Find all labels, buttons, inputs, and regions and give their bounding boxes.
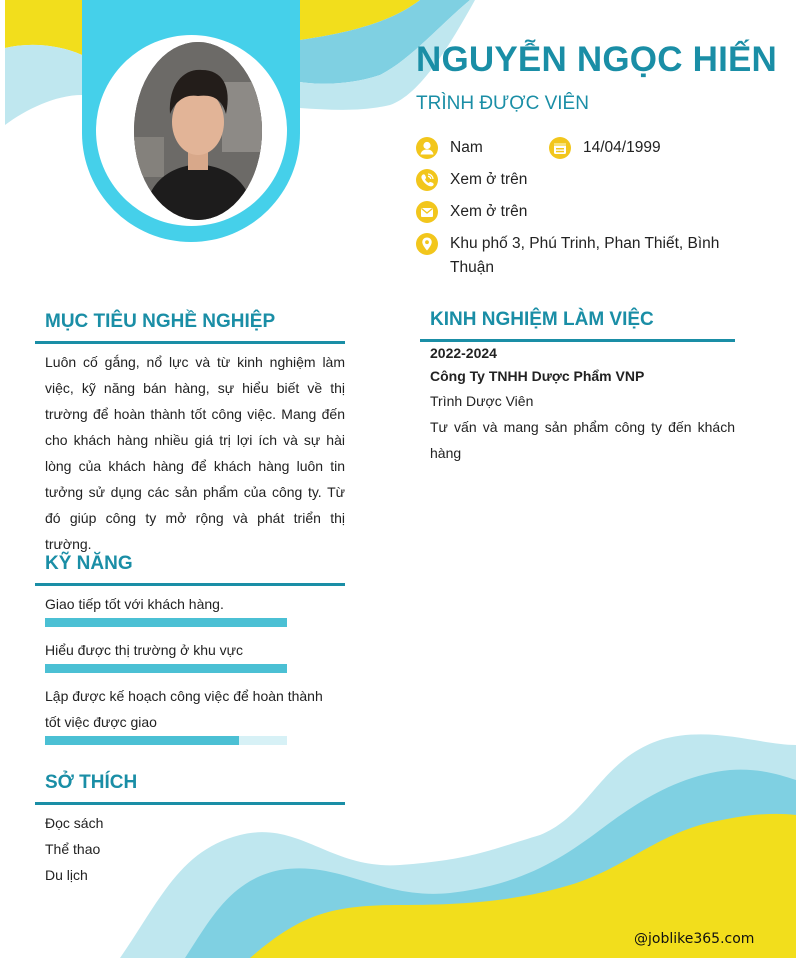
birthdate-row (549, 136, 749, 160)
mail-icon (416, 201, 438, 223)
skill-label: Lập được kế hoạch công việc để hoàn thành tốt việc được giao (45, 688, 323, 730)
experience-header (420, 308, 735, 342)
hobbies-heading: SỞ THÍCH (45, 772, 138, 793)
calendar-icon (549, 137, 571, 159)
experience-description: Tư vấn và mang sản phẩm công ty đến khách hàng (430, 419, 735, 461)
hobby-item: Du lịch (45, 867, 88, 883)
user-icon (416, 137, 438, 159)
profile-photo (134, 42, 262, 220)
candidate-title: TRÌNH ĐƯỢC VIÊN (416, 93, 589, 114)
footer-watermark: @joblike365.com (634, 931, 755, 947)
skill-bar-fill (45, 618, 287, 627)
hobby-item: Thể thao (45, 841, 101, 857)
skill-bar-fill (45, 736, 239, 745)
skills-heading: KỸ NĂNG (45, 553, 133, 574)
objective-text: Luôn cố gắng, nổ lực và từ kinh nghiệm làm việc, kỹ năng bán hàng, sự hiểu biết về thị trường để hoàn thành tốt công việc. Mang đến cho khách hàng nhiều giá trị lợi ích và sự hài lòng của khách hàng để khách hàng luôn tin tưởng sử dụng các sản phẩm của công ty. Từ đó giúp công ty mở rộng và phát triển thị trường. (45, 354, 345, 552)
address-value: Khu phố 3, Phú Trinh, Phan Thiết, Bình Thuận (450, 235, 720, 276)
phone-row (416, 168, 716, 192)
skill-bar (45, 664, 287, 673)
gender-value: Nam (450, 139, 483, 156)
skill-bar (45, 736, 287, 745)
phone-value: Xem ở trên (450, 171, 528, 188)
skill-label: Giao tiếp tốt với khách hàng. (45, 596, 224, 612)
gender-row (416, 136, 536, 160)
objective-header (35, 310, 345, 344)
skills-header (35, 552, 345, 586)
email-value: Xem ở trên (450, 203, 528, 220)
birthdate-value: 14/04/1999 (583, 139, 661, 156)
address-row (416, 232, 746, 280)
email-row (416, 200, 716, 224)
experience-period: 2022-2024 (430, 345, 497, 361)
objective-heading: MỤC TIÊU NGHỀ NGHIỆP (45, 311, 276, 332)
experience-position: Trình Dược Viên (430, 393, 534, 409)
location-pin-icon (416, 233, 438, 255)
skill-bar (45, 618, 287, 627)
hobbies-header (35, 771, 345, 805)
skill-label: Hiểu được thị trường ở khu vực (45, 642, 244, 658)
phone-icon (416, 169, 438, 191)
skill-bar-fill (45, 664, 287, 673)
experience-heading: KINH NGHIỆM LÀM VIỆC (430, 309, 654, 330)
hobby-item: Đọc sách (45, 815, 104, 831)
experience-company: Công Ty TNHH Dược Phẩm VNP (430, 368, 645, 384)
candidate-name: NGUYỄN NGỌC HIẾN (416, 40, 778, 79)
